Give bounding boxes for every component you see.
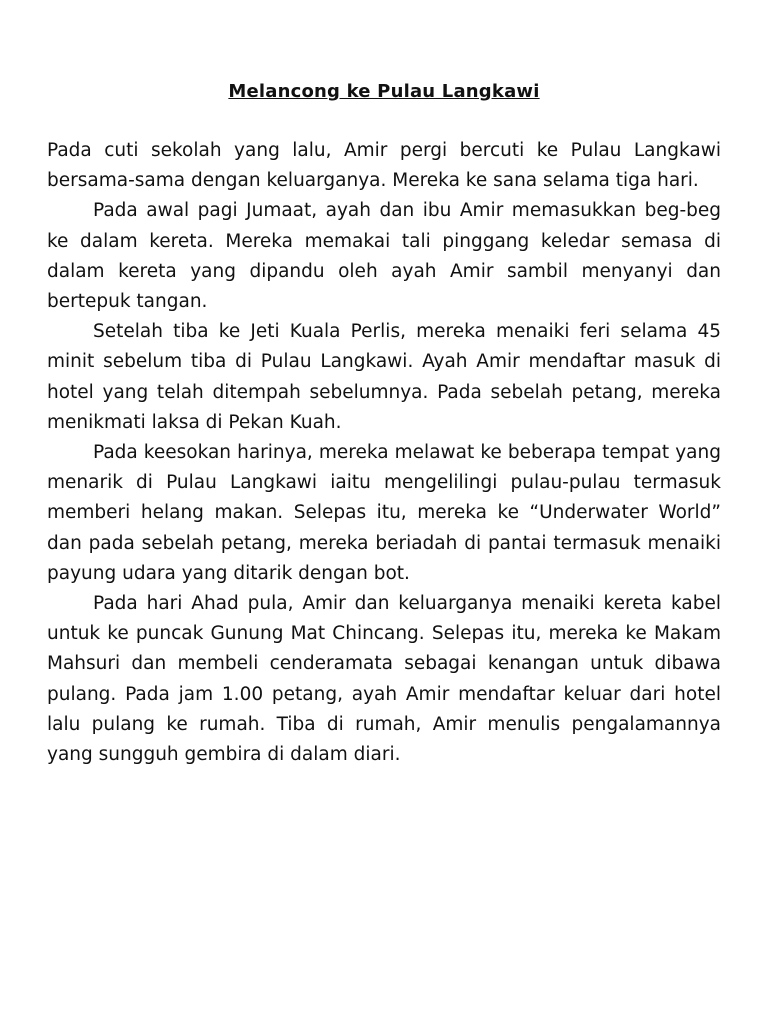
paragraph-5: Pada hari Ahad pula, Amir dan keluarganya menaiki kereta kabel untuk ke puncak Gunung Mat Chincang. Selepas itu, mereka ke Makam Mahsuri dan membeli cenderamata sebagai kenangan untuk dibawa pulang. Pada jam 1.00 petang, ayah Amir mendaftar keluar dari hotel lalu pulang ke rumah. Tiba di rumah, Amir menulis pengalamannya yang sungguh gembira di dalam diari. [47, 593, 721, 766]
document-title: Melancong ke Pulau Langkawi [228, 81, 540, 102]
document-page [47, 78, 721, 770]
paragraph-2: Pada awal pagi Jumaat, ayah dan ibu Amir memasukkan beg-beg ke dalam kereta. Mereka memakai tali pinggang keledar semasa di dalam kereta yang dipandu oleh ayah Amir sambil menyanyi dan bertepuk tangan. [47, 200, 721, 313]
paragraph-4: Pada keesokan harinya, mereka melawat ke beberapa tempat yang menarik di Pulau Langkawi iaitu mengelilingi pulau-pulau termasuk memberi helang makan. Selepas itu, mereka ke “Underwater World” dan pada sebelah petang, mereka beriadah di pantai termasuk menaiki payung udara yang ditarik dengan bot. [47, 442, 721, 584]
paragraph-3: Setelah tiba ke Jeti Kuala Perlis, mereka menaiki feri selama 45 minit sebelum tiba di Pulau Langkawi. Ayah Amir mendaftar masuk di hotel yang telah ditempah sebelumnya. Pada sebelah petang, mereka menikmati laksa di Pekan Kuah. [47, 321, 721, 433]
paragraph-1: Pada cuti sekolah yang lalu, Amir pergi bercuti ke Pulau Langkawi bersama-sama dengan keluarganya. Mereka ke sana selama tiga hari. [47, 140, 721, 192]
